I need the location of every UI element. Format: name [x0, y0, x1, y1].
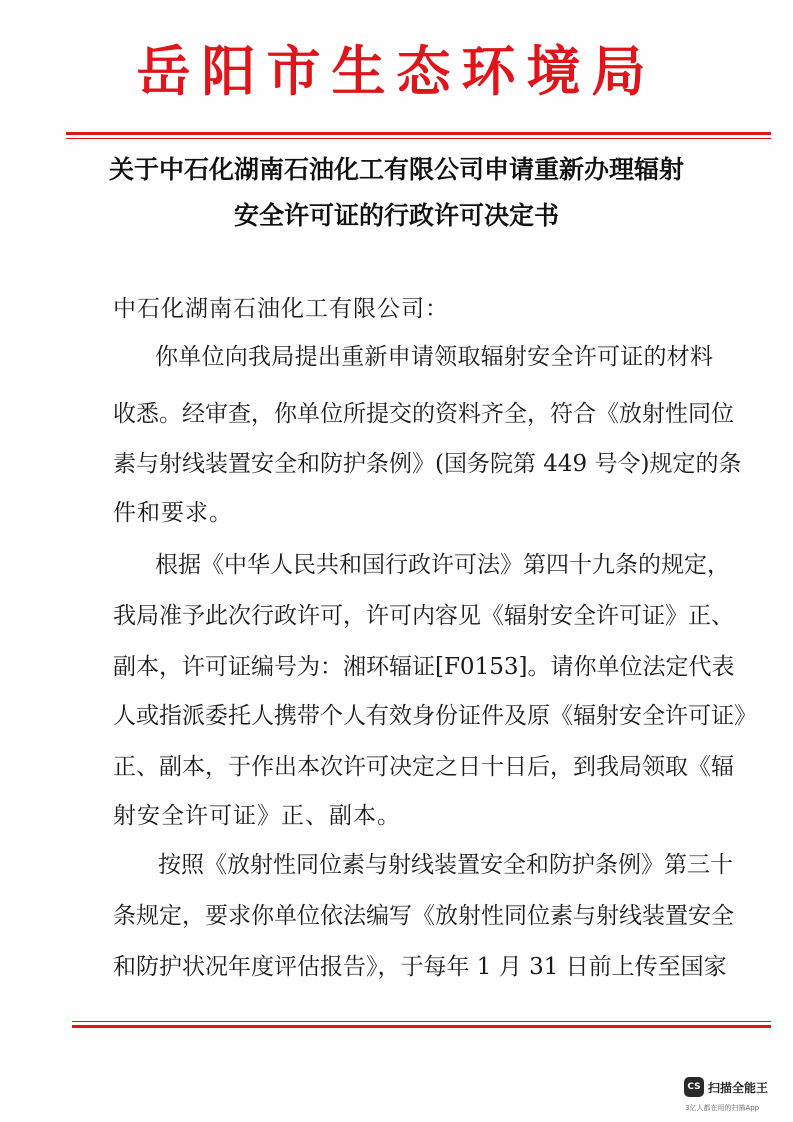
body-line-5: 根据《中华人民共和国行政许可法》第四十九条的规定，	[155, 552, 730, 578]
letterhead-title: 岳阳市生态环境局	[136, 40, 657, 103]
body-line-4: 件和要求。	[113, 500, 233, 526]
salutation: 中石化湖南石油化工有限公司：	[113, 296, 449, 322]
body-line-13: 和防护状况年度评估报告》，于每年 1 月 31 日前上传至国家	[113, 954, 727, 980]
scanner-brand: 扫描全能王	[708, 1081, 769, 1095]
body-line-6: 我局准予此次行政许可，许可内容见《辐射安全许可证》正、	[113, 603, 734, 629]
footer-rule-thick	[72, 1025, 771, 1028]
body-line-12: 条规定，要求你单位依法编写《放射性同位素与射线装置安全	[113, 903, 734, 929]
body-line-1: 你单位向我局提出重新申请领取辐射安全许可证的材料	[155, 344, 713, 370]
scanner-watermark	[684, 1077, 784, 1117]
body-line-3: 素与射线装置安全和防护条例》(国务院第 449 号令)规定的条	[113, 451, 742, 477]
document-title-line-1: 关于中石化湖南石油化工有限公司申请重新办理辐射	[108, 155, 684, 184]
body-line-2: 收悉。经审查，你单位所提交的资料齐全，符合《放射性同位	[113, 401, 734, 427]
document-title-line-2: 安全许可证的行政许可决定书	[233, 201, 559, 230]
letterhead-rule-thick	[66, 132, 771, 135]
footer-rule-thin	[72, 1021, 771, 1022]
body-line-10: 射安全许可证》正、副本。	[113, 803, 401, 829]
scanner-tagline: 3亿人都在用的扫描App	[685, 1104, 760, 1112]
body-line-11: 按照《放射性同位素与射线装置安全和防护条例》第三十	[158, 852, 733, 878]
body-line-9: 正、副本，于作出本次许可决定之日十日后，到我局领取《辐	[113, 754, 734, 780]
body-line-8: 人或指派委托人携带个人有效身份证件及原《辐射安全许可证》	[113, 703, 757, 729]
cs-logo-icon: CS	[684, 1077, 704, 1097]
body-line-7: 副本，许可证编号为：湘环辐证[F0153]。请你单位法定代表	[113, 654, 735, 680]
letterhead-rule-thin	[66, 138, 771, 139]
